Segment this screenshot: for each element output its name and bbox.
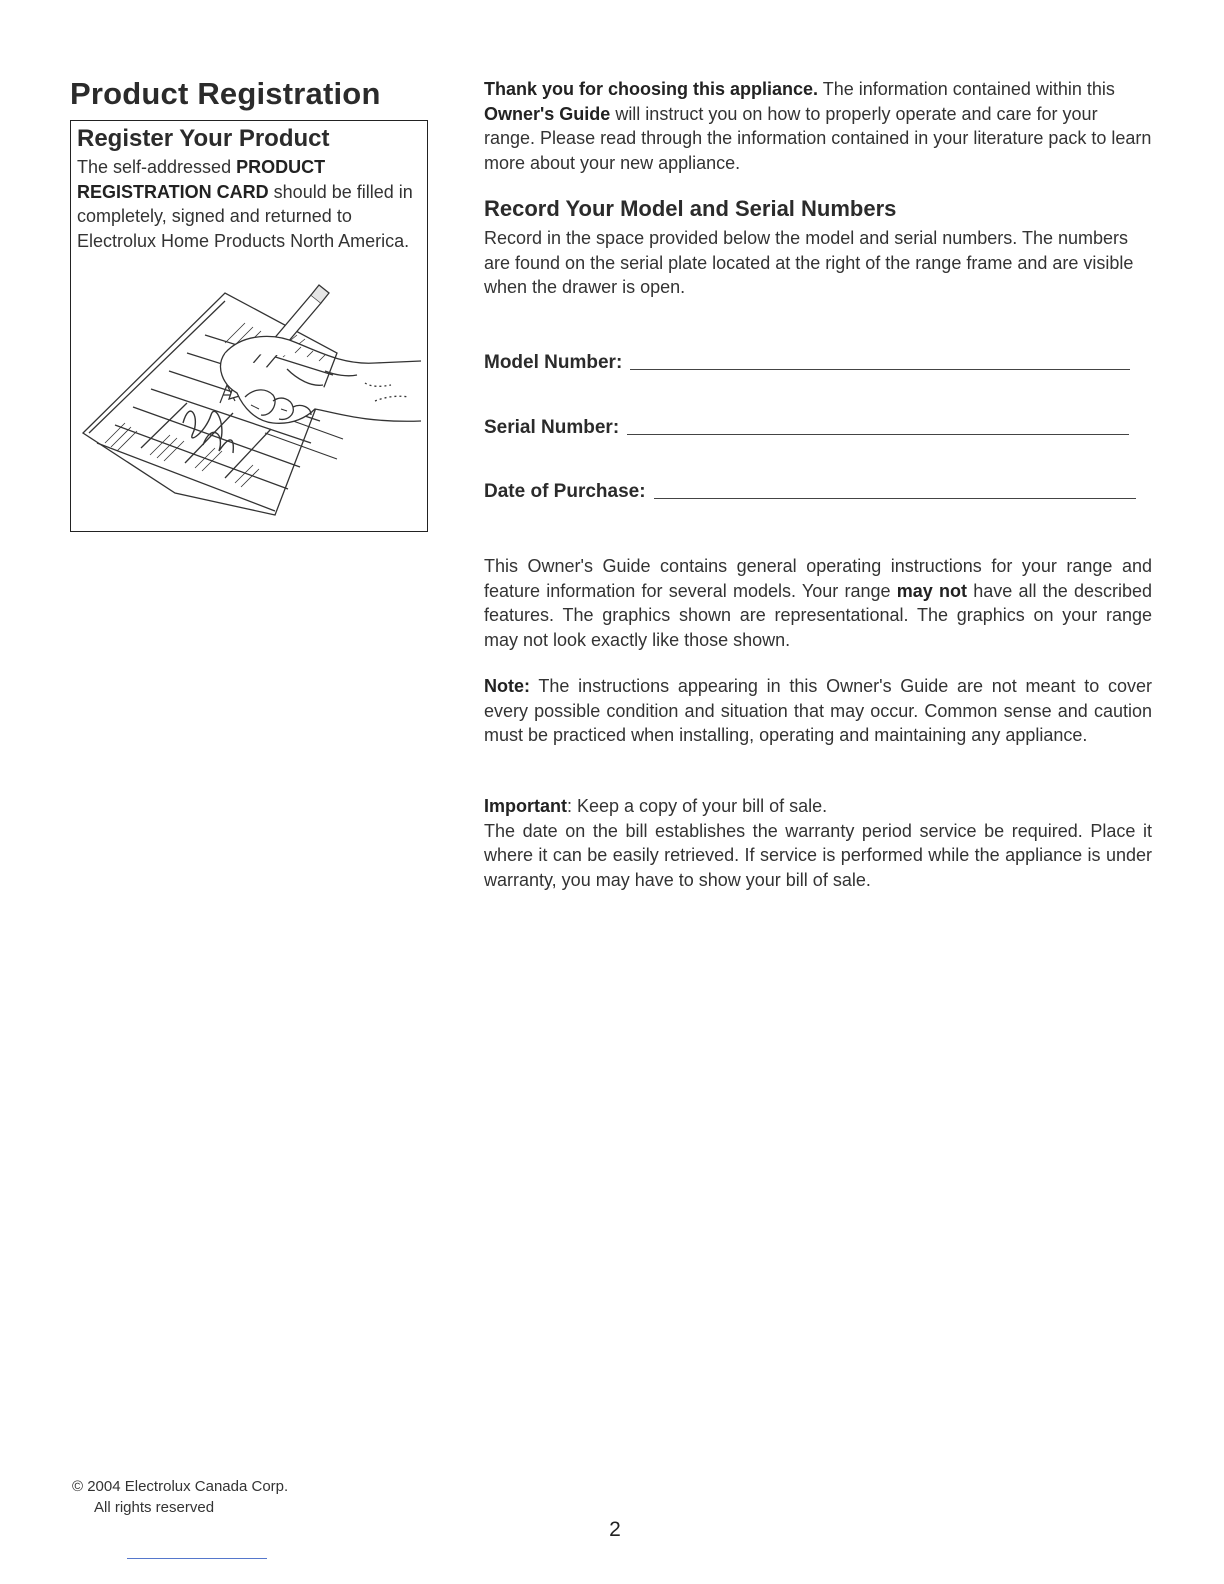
date-of-purchase-label: Date of Purchase:: [484, 481, 646, 502]
hand-signing-card-icon: [75, 283, 425, 530]
model-number-field[interactable]: [484, 344, 1130, 374]
intro-text-2: will instruct you on how to properly operate and care for your range. Please read through the information contained in your literature pack to learn more about your new appliance.: [484, 103, 1152, 173]
model-number-label: Model Number:: [484, 352, 623, 373]
guide-note-text-1: This Owner's Guide contains general operating instructions for your range and feature information for several models. Your range: [484, 556, 1152, 601]
serial-number-label: Serial Number:: [484, 417, 620, 438]
important-label: Important: [484, 796, 567, 816]
important-paragraph: [484, 794, 1152, 892]
copyright-line-1: © 2004 Electrolux Canada Corp.: [72, 1478, 289, 1495]
bottom-link-underline: [127, 1558, 267, 1559]
intro-paragraph: [484, 77, 1152, 175]
record-text: Record in the space provided below the model and serial numbers. The numbers are found on the serial plate located at the right of the range frame and are visible when the drawer is open.: [484, 228, 1134, 297]
intro-bold-thanks: Thank you for choosing this appliance.: [484, 79, 819, 99]
date-of-purchase-line[interactable]: [654, 497, 1136, 499]
intro-text-1: The information contained within this: [818, 79, 1115, 99]
register-card-name: PRODUCT REGISTRATION CARD: [77, 157, 326, 202]
model-number-line[interactable]: [630, 368, 1130, 370]
register-body-text-2: should be filled in completely, signed and returned to Electrolux Home Products North America.: [77, 181, 413, 251]
record-heading: Record Your Model and Serial Numbers: [484, 196, 897, 221]
serial-number-field[interactable]: [484, 409, 1129, 439]
register-body-text-1: The self-addressed: [77, 157, 237, 177]
copyright: [72, 1476, 288, 1518]
note-label: Note:: [484, 676, 530, 696]
register-body: [77, 155, 427, 253]
register-product-box: [70, 120, 428, 532]
register-heading: Register Your Product: [77, 125, 330, 152]
note-text: The instructions appearing in this Owner's Guide are not meant to cover every possible condition and situation that may occur. Common sense and caution must be practiced when installing, operating and maintaining any appliance.: [484, 676, 1152, 745]
guide-note-paragraph: [484, 554, 1152, 652]
page-title: Product Registration: [70, 76, 381, 111]
note-paragraph: [484, 674, 1152, 748]
guide-note-text-2: have all the described features. The graphics shown are representational. The graphics on your range may not look exactly like those shown.: [484, 580, 1152, 650]
date-of-purchase-field[interactable]: [484, 473, 1136, 503]
page-number: 2: [609, 1518, 621, 1541]
intro-bold-owners-guide: Owner's Guide: [484, 103, 611, 124]
guide-note-bold: may not: [896, 580, 967, 601]
copyright-line-2: All rights reserved: [94, 1499, 215, 1516]
important-text-2: The date on the bill establishes the warranty period service be required. Place it where it can be easily retrieved. If service is performed while the appliance is under warranty, you may have to show your bill of sale.: [484, 820, 1152, 890]
serial-number-line[interactable]: [627, 433, 1129, 435]
important-text-1: : Keep a copy of your bill of sale.: [567, 796, 828, 816]
record-paragraph: [484, 226, 1152, 300]
